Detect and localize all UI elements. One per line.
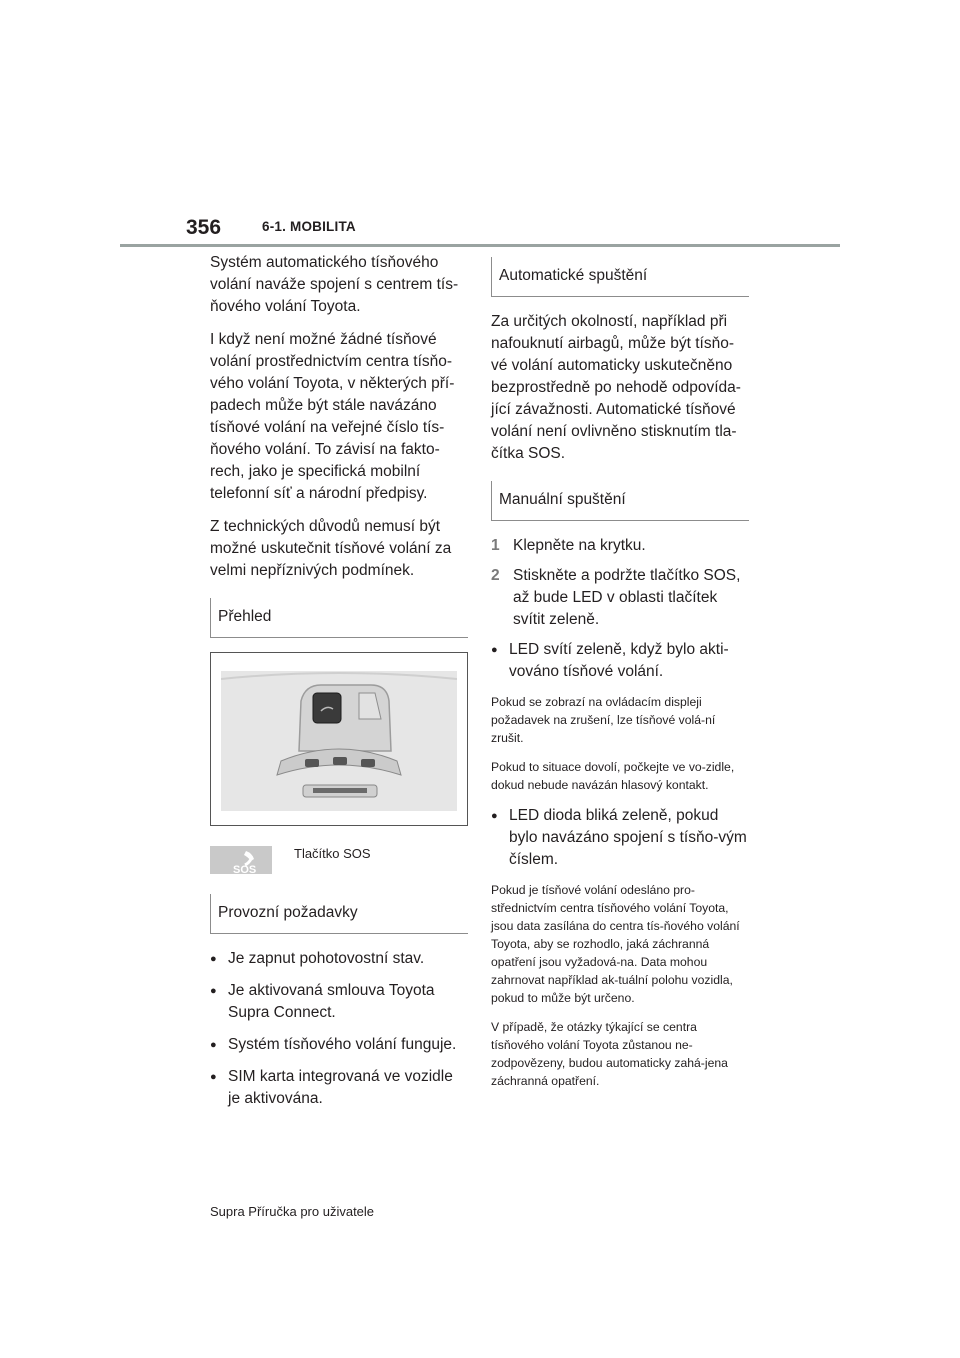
- step-item: [491, 535, 749, 557]
- note-paragraph: V případě, že otázky týkající se centra tísňového volání Toyota zůstanou ne-zodpovězeny, budou automaticky zahá-jena záchranná opatření.: [491, 1020, 728, 1088]
- sos-button-icon: [210, 846, 272, 874]
- requirement-item: ● Je zapnut pohotovostní stav.: [210, 948, 468, 970]
- note-paragraph: Pokud to situace dovolí, počkejte ve vo-zidle, dokud nebude navázán hlasový kontakt.: [491, 760, 735, 792]
- requirement-item: ● Systém tísňového volání funguje.: [210, 1034, 468, 1056]
- intro-paragraph: Systém automatického tísňového volání naváže spojení s centrem tís-ňového volání Toyota.: [210, 254, 459, 315]
- sos-icon-text: SOS: [233, 864, 257, 876]
- overhead-console-figure: [210, 652, 468, 826]
- right-column: [491, 252, 749, 1101]
- step-text: Stiskněte a podržte tlačítko SOS, až bude LED v oblasti tlačítek svítit zeleně.: [513, 567, 741, 628]
- step-item: [491, 565, 749, 631]
- overview-heading: Přehled: [210, 598, 468, 638]
- note-paragraph: Pokud se zobrazí na ovládacím displeji požadavek na zrušení, lze tísňové volá-ní zrušit.: [491, 695, 716, 745]
- requirement-item: ● Je aktivovaná smlouva Toyota Supra Connect.: [210, 980, 468, 1024]
- manual-heading: Manuální spuštění: [491, 481, 749, 521]
- step-number: 1: [491, 537, 500, 554]
- intro-paragraph: I když není možné žádné tísňové volání prostřednictvím centra tísňo-vého volání Toyota, v některých pří-padech může být stále navázáno tísňové volání na veřejné číslo tís-ňového volání. To závisí na fakto-rech, jako je specifická mobilní telefonní síť a národní předpisy.: [210, 331, 455, 502]
- step-text: Klepněte na krytku.: [513, 537, 646, 554]
- requirements-heading: Provozní požadavky: [210, 894, 468, 934]
- section-title: 6-1. MOBILITA: [262, 219, 356, 234]
- status-bullet: ● LED svítí zeleně, když bylo akti-vováno tísňové volání.: [491, 639, 749, 683]
- status-bullet: ● LED dioda bliká zeleně, pokud bylo navázáno spojení s tísňo-vým číslem.: [491, 805, 749, 871]
- requirement-item: ● SIM karta integrovaná ve vozidle je aktivována.: [210, 1066, 468, 1110]
- left-column: [210, 252, 468, 1120]
- intro-paragraph: Z technických důvodů nemusí být možné uskutečnit tísňové volání za velmi nepříznivých podmínek.: [210, 518, 452, 579]
- page-number: 356: [186, 216, 222, 239]
- overhead-console-illustration: [221, 671, 457, 811]
- note-paragraph: Pokud je tísňové volání odesláno pro-střednictvím centra tísňového volání Toyota, jsou data zasílána do centra tís-ňového volání Toyota, aby se rozhodlo, jaká záchranná opatření jsou vyžadová-na. Data mohou zahrnovat například ak-tuální polohu vozidla, pokud to může být určeno.: [491, 883, 740, 1005]
- console-drawing: [221, 671, 457, 811]
- sos-legend: [210, 846, 468, 874]
- sos-caption: Tlačítko SOS: [294, 846, 371, 861]
- auto-paragraph: Za určitých okolností, například při nafouknutí airbagů, může být tísňo-vé volání automaticky uskutečněno bezprostředně po nehodě odpovída-jící závažnosti. Automatické tísňové volání není ovlivněno stisknutím tla-čítka SOS.: [491, 313, 741, 462]
- auto-heading: Automatické spuštění: [491, 257, 749, 297]
- step-number: 2: [491, 567, 500, 584]
- header-rule: [120, 244, 840, 247]
- footer-text: Supra Příručka pro uživatele: [210, 1204, 375, 1219]
